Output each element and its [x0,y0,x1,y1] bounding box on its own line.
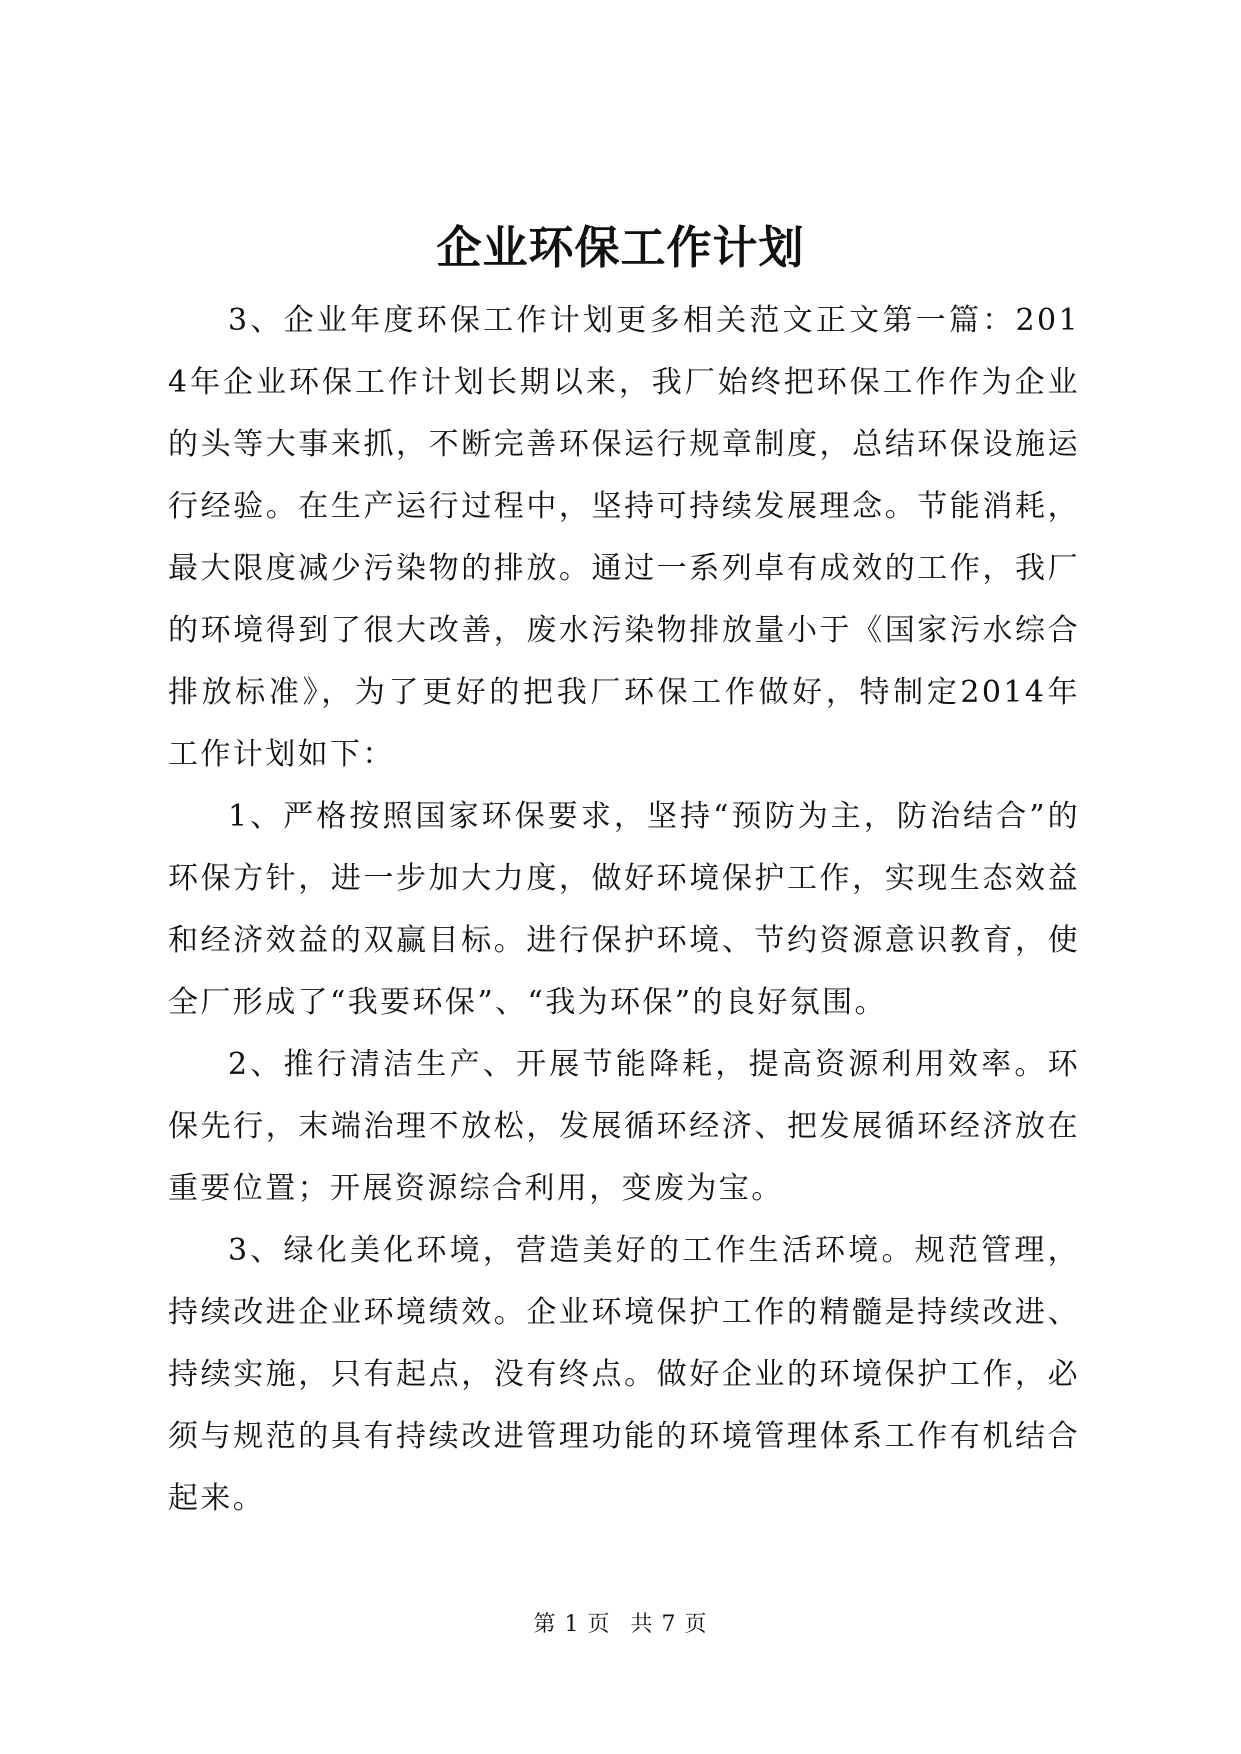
page-footer [0,1610,1241,1640]
paragraph-item-2: 2、推行清洁生产、开展节能降耗，提高资源利用效率。环保先行，末端治理不放松，发展循环经济、把发展循环经济放在重要位置；开展资源综合利用，变废为宝。 [168,1047,1080,1206]
paragraph-intro: 3、企业年度环保工作计划更多相关范文正文第一篇：2014年企业环保工作计划长期以来，我厂始终把环保工作作为企业的头等大事来抓，不断完善环保运行规章制度，总结环保设施运行经验。在生产运行过程中，坚持可持续发展理念。节能消耗，最大限度减少污染物的排放。通过一系列卓有成效的工作，我厂的环境得到了很大改善，废水污染物排放量小于《国家污水综合排放标准》，为了更好的把我厂环保工作做好，特制定2014年工作计划如下： [168,303,1080,772]
document-title: 企业环保工作计划 [436,221,805,274]
page-number-total: 共 7 页 [630,1612,708,1637]
paragraph-item-3: 3、绿化美化环境，营造美好的工作生活环境。规范管理，持续改进企业环境绩效。企业环境保护工作的精髓是持续改进、持续实施，只有起点，没有终点。做好企业的环境保护工作，必须与规范的具有持续改进管理功能的环境管理体系工作有机结合起来。 [168,1233,1080,1516]
page-number-current: 第 1 页 [533,1612,611,1637]
document-body [168,290,1080,1530]
paragraph-item-1: 1、严格按照国家环保要求，坚持“预防为主，防治结合”的环保方针，进一步加大力度，做好环境保护工作，实现生态效益和经济效益的双赢目标。进行保护环境、节约资源意识教育，使全厂形成了“我要环保”、“我为环保”的良好氛围。 [168,799,1080,1020]
